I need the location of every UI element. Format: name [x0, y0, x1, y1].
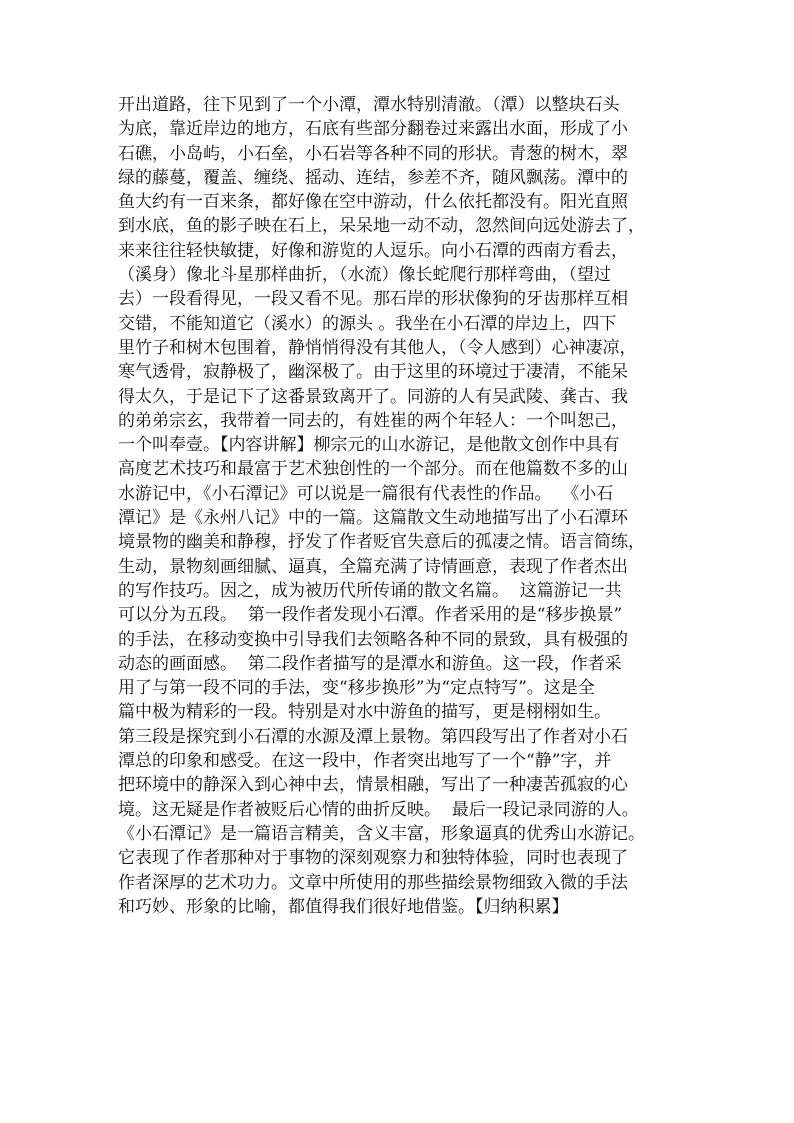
text-line: 的弟弟宗玄，我带着一同去的，有姓崔的两个年轻人：一个叫恕己，	[118, 410, 628, 431]
text-line: 的写作技巧。因之，成为被历代所传诵的散文名篇。 这篇游记一共	[118, 580, 622, 601]
text-line: 一个叫奉壹。【内容讲解】柳宗元的山水游记，是他散文创作中具有	[118, 435, 620, 456]
text-line: 鱼大约有一百来条，都好像在空中游动，什么依托都没有。阳光直照	[118, 192, 628, 213]
body-text	[118, 93, 678, 919]
text-line: 可以分为五段。 第一段作者发现小石潭。作者采用的是“移步换景”	[118, 605, 623, 626]
text-line: 生动，景物刻画细腻、逼真，全篇充满了诗情画意，表现了作者杰出	[118, 556, 628, 577]
text-line: 水游记中，《小石潭记》可以说是一篇很有代表性的作品。 《小石	[118, 483, 614, 504]
text-line: 来来往往轻快敏捷，好像和游览的人逗乐。向小石潭的西南方看去，	[118, 240, 628, 261]
text-line: 石礁，小岛屿，小石垒，小石岩等各种不同的形状。青葱的树木，翠	[118, 143, 628, 164]
text-line: 去）一段看得见，一段又看不见。那石岸的形状像狗的牙齿那样互相	[118, 289, 628, 310]
text-line: 它表现了作者那种对于事物的深刻观察力和独特体验，同时也表现了	[118, 848, 628, 869]
text-line: 把环境中的静深入到心神中去，情景相融，写出了一种凄苦孤寂的心	[118, 775, 628, 796]
text-line: 交错，不能知道它（溪水）的源头 。我坐在小石潭的岸边上，四下	[118, 313, 617, 334]
text-line: 潭总的印象和感受。在这一段中，作者突出地写了一个“静”字，并	[118, 751, 612, 772]
text-line: 得太久，于是记下了这番景致离开了。同游的人有吴武陵、龚古、我	[118, 386, 628, 407]
text-line: 第三段是探究到小石潭的水源及潭上景物。第四段写出了作者对小石	[118, 726, 628, 747]
text-line: 绿的藤蔓，覆盖、缠绕、摇动、连结，参差不齐，随风飘荡。潭中的	[118, 167, 628, 188]
text-line: 动态的画面感。 第二段作者描写的是潭水和游鱼。这一段，作者采	[118, 653, 622, 674]
text-line: 开出道路，往下见到了一个小潭，潭水特别清澈。（潭）以整块石头	[118, 95, 620, 115]
text-line: 为底，靠近岸边的地方，石底有些部分翻卷过来露出水面，形成了小	[118, 119, 628, 140]
text-line: 高度艺术技巧和最富于艺术独创性的一个部分。而在他篇数不多的山	[118, 459, 628, 480]
text-line: 篇中极为精彩的一段。特别是对水中游鱼的描写，更是栩栩如生。	[118, 702, 611, 723]
text-line: 用了与第一段不同的手法，变“移步换形”为“定点特写”。这是全	[118, 678, 595, 699]
text-line: 的手法，在移动变换中引导我们去领略各种不同的景致，具有极强的	[118, 629, 628, 650]
text-line: 《小石潭记》是一篇语言精美，含义丰富，形象逼真的优秀山水游记。	[118, 823, 645, 844]
text-line: 寒气透骨，寂静极了，幽深极了。由于这里的环境过于凄清，不能呆	[118, 362, 628, 383]
text-line: 境。这无疑是作者被贬后心情的曲折反映。 最后一段记录同游的人。	[118, 799, 639, 820]
text-line: 里竹子和树木包围着，静悄悄得没有其他人，（令人感到）心神凄凉，	[118, 337, 637, 358]
text-line: 潭记》是《永州八记》中的一篇。这篇散文生动地描写出了小石潭环	[118, 508, 628, 529]
text-line: 境景物的幽美和静穆，抒发了作者贬官失意后的孤凄之情。语言简练，	[118, 532, 645, 553]
text-line: 到水底，鱼的影子映在石上，呆呆地一动不动，忽然间向远处游去了，	[118, 216, 645, 237]
text-line: 作者深厚的艺术功力。文章中所使用的那些描绘景物细致入微的手法	[118, 872, 628, 893]
text-line: 和巧妙、形象的比喻，都值得我们很好地借鉴。【归纳积累】	[118, 896, 569, 917]
text-line: （溪身）像北斗星那样曲折，（水流）像长蛇爬行那样弯曲，（望过	[118, 265, 611, 286]
